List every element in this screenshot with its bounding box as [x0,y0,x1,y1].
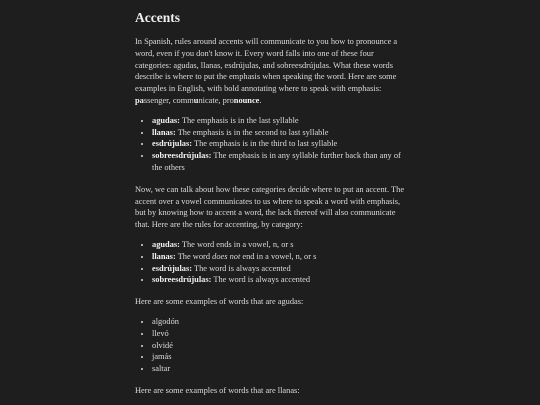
definition: The emphasis is in the second to last syllable [175,127,329,137]
example-passenger-stress: pa [135,95,144,105]
example-communicate-stress: u [193,95,199,105]
definition: The emphasis is in the third to last syllable [192,139,338,149]
rule-desc: The word [175,251,213,261]
intro-end: . [259,95,262,105]
rule-desc: The word ends in a vowel, n, or s [179,239,294,249]
list-item [152,115,407,127]
example-pronounce-stress: nounce [233,95,260,105]
term-agudas: agudas: [152,115,180,125]
definition: The emphasis is in any syllable further back than any of the others [152,151,401,172]
term-esdrujulas: esdrújulas: [152,139,193,149]
example-communicate-start: comm [172,95,194,105]
list-item: • saltar [152,363,407,375]
rule-term-agudas: agudas: [152,239,180,249]
page-title: Accents [135,10,180,25]
list-item [152,263,407,275]
rules-list [135,239,407,286]
intro-paragraph [135,36,407,107]
list-item [152,138,407,150]
list-item: • jamás [152,351,407,363]
article [135,0,407,397]
list-item [152,251,407,263]
rules-intro-paragraph: Now, we can talk about how these categories decide where to put an accent. The accent over a vowel communicates to us where to speak a word with emphasis, but by knowing how to accent a word, the lack thereof will also communicate that. Here are the rules for accenting, by category: [135,184,405,230]
rule-term-esdrujulas: esdrújulas: [152,263,193,273]
intro-text: In Spanish, rules around accents will communicate to you how to pronounce a word, even if you don't know it. Every word falls into one of these four categories: agudas, llanas, esdrújulas, and sobreesdrújulas. What these words describe is where to put the emphasis when speaking the word. Here are some examples in English, with bold annotating where to speak with emphasis: [135,37,398,94]
list-item: • algodón [152,316,407,328]
definition: The emphasis is in the last syllable [179,115,299,125]
example-passenger-rest: ssenger, [143,95,173,105]
rule-term-llanas: llanas: [152,251,176,261]
agudas-examples-list [135,316,407,375]
list-item [152,239,407,251]
rule-desc: The word is always accented [192,263,291,273]
rule-term-sobreesdrujulas: sobreesdrújulas: [152,275,212,285]
llanas-examples-intro: Here are some examples of words that are llanas: [135,385,300,395]
example-communicate-rest: nicate, [198,95,223,105]
example-pronounce-start: pro [222,95,234,105]
rule-desc-end: end in a vowel, n, or s [240,251,317,261]
list-item [152,150,407,174]
list-item: • llevó [152,328,407,340]
emphasis-text: does not [212,251,241,261]
list-item [152,274,407,286]
list-item [152,127,407,139]
categories-list [135,115,407,174]
rule-desc: The word is always accented [211,275,311,285]
term-sobreesdrujulas: sobreesdrújulas: [152,151,212,161]
agudas-examples-intro: Here are some examples of words that are agudas: [135,297,304,307]
term-llanas: llanas: [152,127,176,137]
list-item: • olvidé [152,340,407,352]
